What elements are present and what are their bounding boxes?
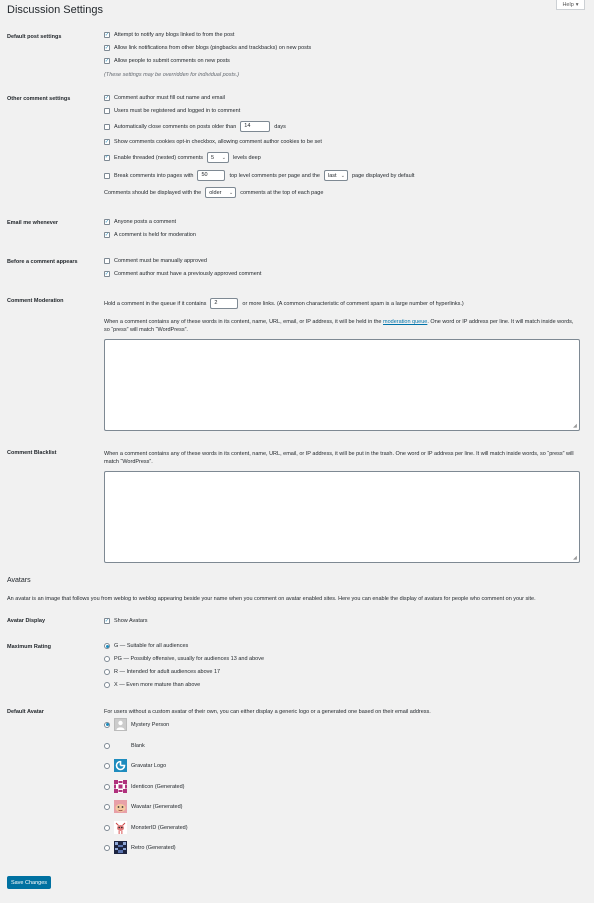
avatar-option-mystery[interactable] (104, 718, 169, 731)
held-moderation-text: A comment is held for moderation (114, 232, 196, 238)
previously-approved-text: Comment author must have a previously approved comment (114, 271, 262, 277)
avatar-identicon-radio[interactable] (104, 784, 110, 790)
default-post-settings-label: Default post settings (7, 34, 62, 40)
moderation-description (104, 318, 576, 334)
avatar-option-retro[interactable] (104, 841, 176, 854)
notify-blogs-text: Attempt to notify any blogs linked to from the post (114, 32, 235, 38)
identicon-icon (114, 780, 127, 793)
chevron-down-icon: ⌄ (221, 154, 226, 161)
blacklist-label: Comment Blacklist (7, 450, 57, 456)
require-name-email-text: Comment author must fill out name and email (114, 95, 225, 101)
paging-suffix: page displayed by default (352, 172, 415, 179)
max-links-option (104, 298, 464, 309)
comment-order-select[interactable] (205, 187, 236, 198)
allow-comments-option[interactable] (104, 58, 230, 64)
moderation-label: Comment Moderation (7, 298, 64, 304)
rating-g-radio[interactable] (104, 643, 110, 649)
avatar-gravatar-text: Gravatar Logo (131, 762, 167, 769)
cookies-opt-in-checkbox[interactable]: ✓ (104, 138, 110, 145)
avatar-option-wavatar[interactable] (104, 800, 182, 813)
registration-required-option[interactable] (104, 108, 240, 114)
mystery-person-icon (114, 718, 127, 731)
rating-g-text: G — Suitable for all audiences (114, 643, 189, 649)
paging-prefix: Break comments into pages with (114, 172, 194, 179)
chevron-down-icon: ⌄ (340, 172, 345, 179)
avatar-gravatar-radio[interactable] (104, 763, 110, 769)
paging-mid: top level comments per page and the (229, 172, 320, 179)
anyone-posts-text: Anyone posts a comment (114, 219, 177, 225)
override-note: (These settings may be overridden for individual posts.) (104, 72, 240, 78)
threaded-suffix: levels deep (232, 154, 261, 161)
paging-checkbox[interactable] (104, 173, 110, 179)
retro-icon (114, 841, 127, 854)
avatars-heading: Avatars (7, 577, 31, 584)
avatar-display-label: Avatar Display (7, 618, 46, 624)
default-page-value: last (328, 172, 337, 179)
allow-pings-text: Allow link notifications from other blogs (pingbacks and trackbacks) on new posts (114, 45, 312, 51)
avatar-mystery-radio[interactable] (104, 722, 110, 728)
moderation-queue-link[interactable]: moderation queue (383, 319, 428, 325)
registration-required-text: Users must be registered and logged in to comment (114, 108, 241, 114)
other-comment-settings-label: Other comment settings (7, 96, 71, 102)
avatars-intro: An avatar is an image that follows you from weblog to weblog appearing beside your name when you comment on avatar enabled sites. Here you can enable the display of avatars for people who comment on your site. (7, 596, 536, 602)
rating-option-pg[interactable] (104, 656, 264, 662)
default-avatar-label: Default Avatar (7, 709, 44, 715)
anyone-posts-option[interactable] (104, 219, 176, 225)
resize-handle-icon[interactable]: ◢ (573, 555, 577, 561)
allow-comments-checkbox[interactable]: ✓ (104, 57, 110, 64)
avatar-wavatar-radio[interactable] (104, 804, 110, 810)
threaded-prefix: Enable threaded (nested) comments (114, 154, 203, 161)
wavatar-icon (114, 800, 127, 813)
manual-approval-option[interactable] (104, 258, 207, 264)
chevron-down-icon: ⌄ (229, 189, 234, 196)
anyone-posts-checkbox[interactable]: ✓ (104, 218, 110, 225)
default-page-select[interactable] (324, 170, 348, 181)
save-changes-button[interactable]: Save Changes (7, 876, 51, 889)
order-suffix: comments at the top of each page (240, 189, 324, 196)
avatar-mystery-text: Mystery Person (131, 721, 170, 728)
manual-approval-text: Comment must be manually approved (114, 258, 207, 264)
close-comments-prefix: Automatically close comments on posts older than (114, 123, 237, 130)
moderation-desc-prefix: When a comment contains any of these words in its content, name, URL, email, or IP address, it will be held in the (104, 319, 382, 325)
rating-option-r[interactable] (104, 669, 220, 675)
rating-r-text: R — Intended for adult audiences above 17 (114, 669, 221, 675)
show-avatars-option[interactable] (104, 618, 148, 624)
rating-r-radio[interactable] (104, 669, 110, 675)
rating-option-g[interactable] (104, 643, 188, 649)
avatar-option-blank[interactable] (104, 739, 145, 752)
require-name-email-checkbox[interactable]: ✓ (104, 94, 110, 101)
blacklist-description: When a comment contains any of these words in its content, name, URL, email, or IP address, it will be put in the trash. One word or IP address per line. It will match inside words, so “press” will match “WordPress”. (104, 451, 574, 465)
per-page-input[interactable]: 50 (197, 170, 225, 181)
help-label: Help (562, 1, 574, 8)
avatar-option-identicon[interactable] (104, 780, 185, 793)
comment-order-option (104, 187, 323, 198)
threaded-comments-option (104, 152, 261, 163)
avatar-identicon-text: Identicon (Generated) (131, 783, 185, 790)
page-title: Discussion Settings (7, 4, 103, 16)
gravatar-logo-icon (114, 759, 127, 772)
avatar-blank-text: Blank (131, 742, 145, 749)
thread-depth-value: 5 (210, 154, 215, 161)
rating-option-x[interactable] (104, 682, 200, 688)
avatar-retro-text: Retro (Generated) (131, 844, 176, 851)
cookies-opt-in-option[interactable] (104, 139, 322, 145)
previously-approved-option[interactable] (104, 271, 261, 277)
avatar-wavatar-text: Wavatar (Generated) (131, 803, 183, 810)
paging-option (104, 170, 414, 181)
notify-blogs-checkbox[interactable]: ✓ (104, 31, 110, 38)
rating-pg-text: PG — Possibly offensive, usually for audiences 13 and above (114, 656, 265, 662)
before-appears-label: Before a comment appears (7, 259, 78, 265)
avatar-monsterid-radio[interactable] (104, 825, 110, 831)
avatar-option-gravatar[interactable] (104, 759, 166, 772)
moderation-keys-textarea[interactable] (104, 339, 580, 431)
rating-x-text: X — Even more mature than above (114, 682, 201, 688)
avatar-option-monsterid[interactable] (104, 821, 188, 834)
allow-pings-checkbox[interactable]: ✓ (104, 44, 110, 51)
blank-avatar-icon (114, 739, 127, 752)
notify-blogs-option[interactable] (104, 32, 234, 38)
links-prefix: Hold a comment in the queue if it contains (104, 300, 207, 307)
allow-pings-option[interactable] (104, 45, 311, 51)
thread-depth-select[interactable] (207, 152, 229, 163)
show-avatars-text: Show Avatars (114, 618, 148, 624)
close-comments-suffix: days (274, 123, 286, 130)
avatar-blank-radio[interactable] (104, 743, 110, 749)
moderation-desc-suffix: . One word or IP address per line. It will match inside words, so “press” will match “WordPress”. (104, 319, 574, 333)
registration-required-checkbox[interactable] (104, 108, 110, 114)
avatar-monsterid-text: MonsterID (Generated) (131, 824, 188, 831)
cookies-opt-in-text: Show comments cookies opt-in checkbox, allowing comment author cookies to be set (114, 139, 322, 145)
held-moderation-checkbox[interactable]: ✓ (104, 231, 110, 238)
max-rating-label: Maximum Rating (7, 644, 52, 650)
allow-comments-text: Allow people to submit comments on new posts (114, 58, 230, 64)
avatar-retro-radio[interactable] (104, 845, 110, 851)
threaded-comments-checkbox[interactable]: ✓ (104, 154, 110, 160)
links-suffix: or more links. (A common characteristic of comment spam is a large number of hyperlinks.) (242, 300, 464, 307)
order-prefix: Comments should be displayed with the (104, 189, 202, 196)
previously-approved-checkbox[interactable]: ✓ (104, 270, 110, 277)
default-avatar-description: For users without a custom avatar of their own, you can either display a generic logo or a generated one based on their email address. (104, 709, 431, 715)
caret-down-icon: ▾ (575, 1, 579, 8)
manual-approval-checkbox[interactable] (104, 258, 110, 264)
email-me-label: Email me whenever (7, 220, 59, 226)
rating-pg-radio[interactable] (104, 656, 110, 662)
help-tab[interactable] (556, 0, 585, 10)
rating-x-radio[interactable] (104, 682, 110, 688)
require-name-email-option[interactable] (104, 95, 225, 101)
close-comments-option (104, 121, 286, 132)
show-avatars-checkbox[interactable]: ✓ (104, 617, 110, 624)
close-days-input[interactable]: 14 (240, 121, 270, 132)
resize-handle-icon[interactable]: ◢ (573, 423, 577, 429)
blacklist-keys-textarea[interactable] (104, 471, 580, 563)
close-comments-checkbox[interactable] (104, 124, 110, 130)
comment-order-value: older (209, 189, 222, 196)
held-moderation-option[interactable] (104, 232, 196, 238)
monsterid-icon (114, 821, 127, 834)
max-links-input[interactable]: 2 (210, 298, 238, 309)
